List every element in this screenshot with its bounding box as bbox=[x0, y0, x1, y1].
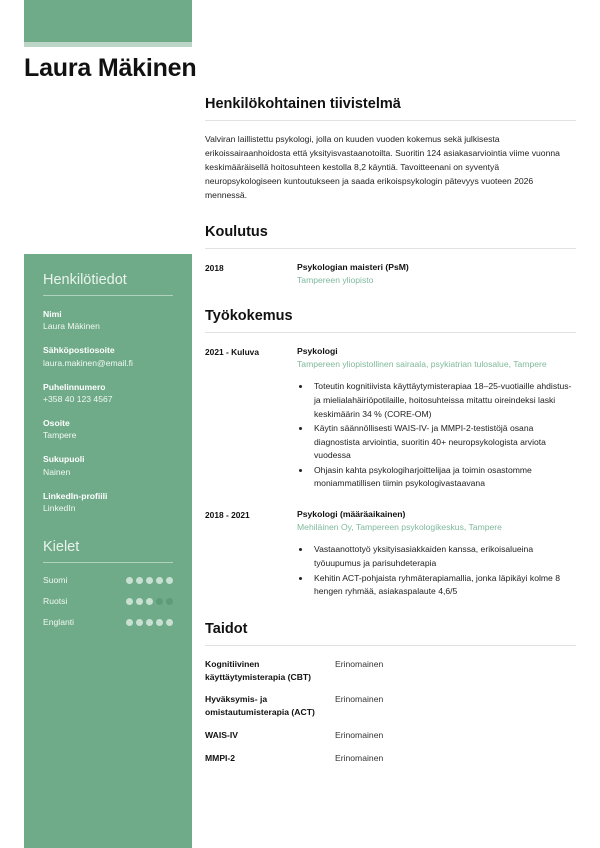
sidebar-languages-title: Kielet bbox=[43, 539, 80, 556]
entry-date: 2018 - 2021 bbox=[205, 509, 250, 520]
rating-dot bbox=[156, 598, 163, 605]
header-accent-bar bbox=[24, 0, 192, 42]
skill-level: Erinomainen bbox=[335, 658, 384, 669]
sidebar-field-value-link[interactable]: LinkedIn bbox=[43, 503, 76, 514]
rating-dot bbox=[156, 619, 163, 626]
skill-level: Erinomainen bbox=[335, 753, 384, 764]
language-name: Englanti bbox=[43, 617, 75, 628]
skill-row bbox=[205, 693, 576, 719]
skill-name: MMPI-2 bbox=[205, 753, 236, 764]
sidebar-field-nimi bbox=[43, 308, 173, 333]
language-name: Suomi bbox=[43, 575, 68, 586]
entry-bullet-list bbox=[311, 380, 576, 491]
skill-name: Hyväksymis- ja omistautumisterapia (ACT) bbox=[205, 694, 315, 718]
language-name: Ruotsi bbox=[43, 596, 68, 607]
sidebar-field-email bbox=[43, 344, 173, 369]
sidebar-section-languages bbox=[43, 539, 173, 627]
rating-dot bbox=[166, 619, 173, 626]
entry-bullet: • Ohjasin kahta psykologiharjoittelijaa ja toimin osastomme moniammatillisen tiimin psykologivastaavana bbox=[311, 464, 576, 491]
rating-dot bbox=[146, 598, 153, 605]
sidebar-field-value: laura.makinen@email.fi bbox=[43, 357, 133, 368]
entry-title: Psykologian maisteri (PsM) bbox=[297, 261, 409, 272]
entry-bullet: • Toteutin kognitiivista käyttäytymisterapiaa 18–25-vuotiaille ahdistus- ja mielialahäiriöpotilaille, hoitosuhteissa mitattu oireindeksi laski keskimäärin 34 % (CORE-OM) bbox=[311, 380, 576, 421]
sidebar-field-label: Nimi bbox=[43, 309, 62, 319]
rating-dot bbox=[136, 619, 143, 626]
entry-organization: Tampereen yliopistollinen sairaala, psykiatrian tulosalue, Tampere bbox=[297, 359, 547, 370]
sidebar-personal-divider bbox=[43, 295, 173, 296]
section-divider bbox=[205, 120, 576, 121]
entry-bullet: • Käytin säännöllisesti WAIS-IV- ja MMPI-2-testistöjä osana diagnostista arviointia, suoritin 40+ neuropsykologista arviota vuodessa bbox=[311, 422, 576, 463]
language-row-suomi bbox=[43, 575, 173, 585]
entry-title: Psykologi bbox=[297, 345, 338, 356]
sidebar-personal-title: Henkilötiedot bbox=[43, 272, 127, 288]
entry-bullet: • Kehitin ACT-pohjaista ryhmäterapiamallia, jonka läpikäyi kolme 8 hengen ryhmää, asiakaspalaute 4,6/5 bbox=[311, 572, 576, 599]
entry-body bbox=[297, 345, 576, 492]
education-entry bbox=[205, 261, 576, 287]
sidebar-field-value: Laura Mäkinen bbox=[43, 321, 100, 332]
sidebar-field-linkedin bbox=[43, 490, 173, 515]
section-experience bbox=[205, 308, 576, 600]
language-row-englanti bbox=[43, 617, 173, 627]
sidebar-field-value: +358 40 123 4567 bbox=[43, 394, 113, 405]
entry-date: 2018 bbox=[205, 262, 224, 273]
experience-entry bbox=[205, 345, 576, 492]
summary-paragraph: Valviran laillistettu psykologi, jolla on kuuden vuoden kokemus sekä julkisesta erikoissairaanhoidosta että yksityisvastaanotoilta. Suoritin 124 asiakasarviointia viime vuonna keskimääräisellä hoitosuhteen kestolla 8,2 käyntiä. Tavoitteenani on syventyä neuropsykologiseen kuntoutukseen ja saada erikoispsykologin pätevyys vuoteen 2026 mennessä. bbox=[205, 134, 560, 200]
sidebar-field-label: Puhelinnumero bbox=[43, 381, 106, 392]
rating-dot bbox=[136, 598, 143, 605]
sidebar-field-phone bbox=[43, 381, 173, 406]
section-skills bbox=[205, 621, 576, 765]
section-title-summary: Henkilökohtainen tiivistelmä bbox=[205, 96, 401, 112]
section-title-education: Koulutus bbox=[205, 223, 268, 240]
sidebar-field-address bbox=[43, 417, 173, 442]
entry-bullet: • Vastaanottotyö yksityisasiakkaiden kanssa, erikoisalueina työuupumus ja parisuhdeterapia bbox=[311, 543, 576, 570]
language-row-ruotsi bbox=[43, 596, 173, 606]
section-title-experience: Työkokemus bbox=[205, 307, 293, 324]
rating-dot bbox=[126, 619, 133, 626]
skill-row bbox=[205, 752, 576, 765]
language-rating-dots bbox=[126, 598, 173, 605]
skill-name: WAIS-IV bbox=[205, 730, 238, 741]
language-rating-dots bbox=[126, 577, 173, 584]
sidebar-field-value: Tampere bbox=[43, 430, 77, 441]
sidebar-field-value: Nainen bbox=[43, 466, 71, 477]
skill-level: Erinomainen bbox=[335, 730, 384, 741]
skill-row bbox=[205, 658, 576, 684]
sidebar-field-label: Sähköpostiosoite bbox=[43, 345, 115, 356]
entry-organization: Mehiläinen Oy, Tampereen psykologikeskus, Tampere bbox=[297, 522, 502, 533]
rating-dot bbox=[166, 598, 173, 605]
skill-row bbox=[205, 729, 576, 742]
section-title-skills: Taidot bbox=[205, 620, 248, 637]
entry-title: Psykologi (määräaikainen) bbox=[297, 508, 406, 519]
entry-body bbox=[297, 261, 576, 287]
section-divider bbox=[205, 332, 576, 333]
rating-dot bbox=[126, 577, 133, 584]
sidebar-field-gender bbox=[43, 453, 173, 478]
section-education bbox=[205, 224, 576, 287]
rating-dot bbox=[136, 577, 143, 584]
entry-date: 2021 - Kuluva bbox=[205, 346, 259, 357]
sidebar-field-label: Sukupuoli bbox=[43, 454, 85, 465]
skill-name: Kognitiivinen käyttäytymisterapia (CBT) bbox=[205, 658, 312, 682]
sidebar-section-personal-info bbox=[43, 272, 173, 515]
sidebar bbox=[24, 254, 192, 848]
main-content bbox=[205, 96, 576, 786]
rating-dot bbox=[146, 577, 153, 584]
sidebar-field-label: Osoite bbox=[43, 418, 70, 429]
sidebar-spacer bbox=[43, 526, 173, 539]
header-accent-underline bbox=[24, 42, 192, 47]
sidebar-languages-divider bbox=[43, 562, 173, 563]
skill-level: Erinomainen bbox=[335, 694, 384, 705]
rating-dot bbox=[146, 619, 153, 626]
entry-organization: Tampereen yliopisto bbox=[297, 274, 374, 285]
rating-dot bbox=[166, 577, 173, 584]
sidebar-field-label: LinkedIn-profiili bbox=[43, 490, 108, 501]
language-rating-dots bbox=[126, 619, 173, 626]
rating-dot bbox=[126, 598, 133, 605]
entry-bullet-list bbox=[311, 543, 576, 598]
section-divider bbox=[205, 645, 576, 646]
experience-entry bbox=[205, 508, 576, 600]
rating-dot bbox=[156, 577, 163, 584]
section-divider bbox=[205, 248, 576, 249]
candidate-name: Laura Mäkinen bbox=[24, 54, 197, 82]
section-summary bbox=[205, 96, 576, 203]
entry-body bbox=[297, 508, 576, 600]
